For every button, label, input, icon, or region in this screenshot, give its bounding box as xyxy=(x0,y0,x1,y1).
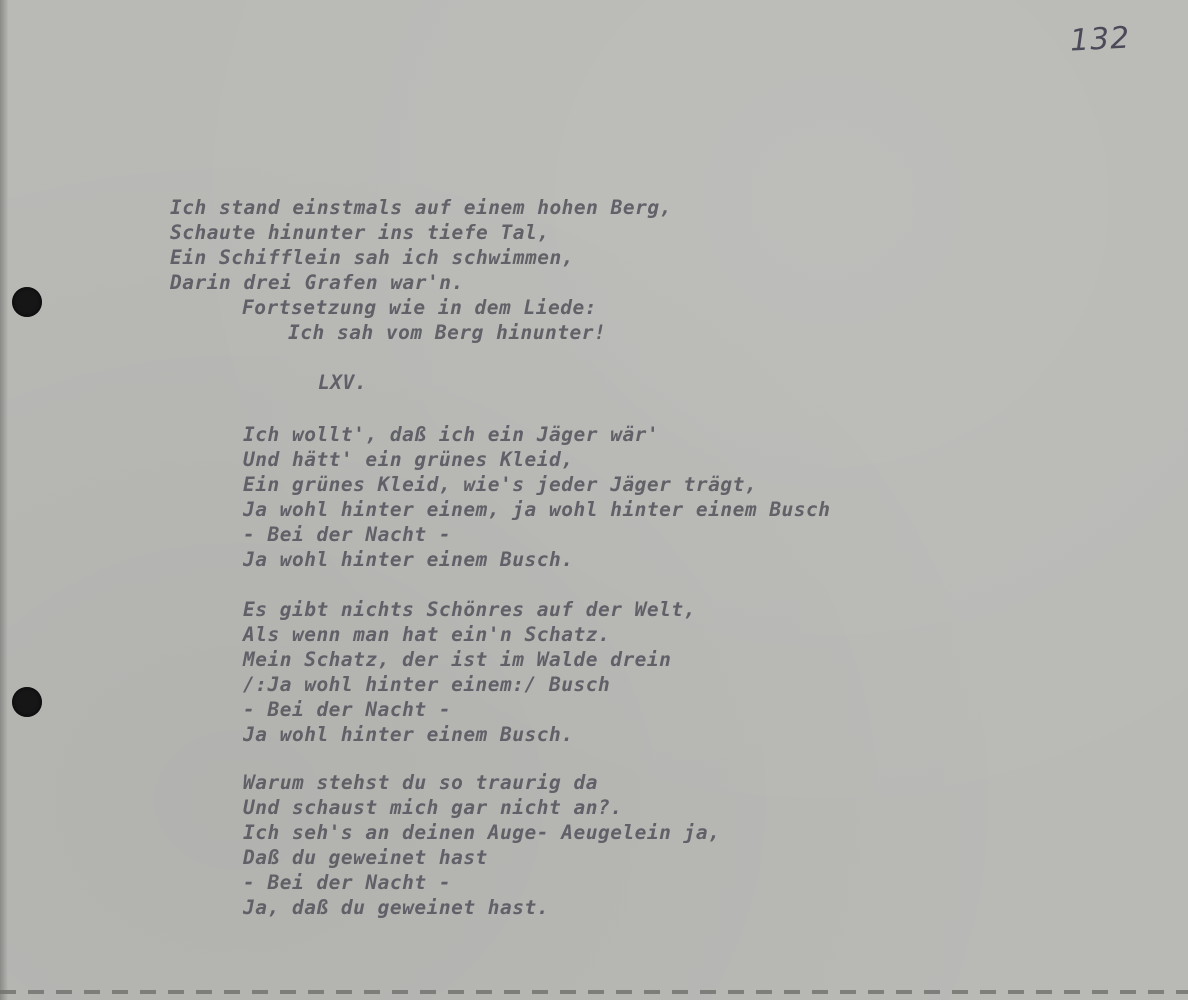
verse3-line-5: - Bei der Nacht - xyxy=(243,871,452,894)
verse1-line-2: Und hätt' ein grünes Kleid, xyxy=(243,448,574,471)
verse2-line-5: - Bei der Nacht - xyxy=(243,698,452,721)
intro-line-3: Ein Schifflein sah ich schwimmen, xyxy=(170,246,574,269)
page-number-handwritten: 132 xyxy=(1069,20,1132,59)
verse1-line-3: Ein grünes Kleid, wie's jeder Jäger trägt, xyxy=(243,473,758,496)
continuation-note: Fortsetzung wie in dem Liede: xyxy=(242,296,597,319)
verse2-line-1: Es gibt nichts Schönres auf der Welt, xyxy=(243,598,696,621)
verse2-line-2: Als wenn man hat ein'n Schatz. xyxy=(243,623,611,646)
verse3-line-1: Warum stehst du so traurig da xyxy=(243,771,598,794)
song-number: LXV. xyxy=(318,371,367,394)
verse3-line-4: Daß du geweinet hast xyxy=(243,846,488,869)
verse3-line-6: Ja, daß du geweinet hast. xyxy=(243,896,549,919)
intro-line-1: Ich stand einstmals auf einem hohen Berg, xyxy=(170,196,672,219)
verse1-line-5: - Bei der Nacht - xyxy=(243,523,452,546)
verse2-line-4: /:Ja wohl hinter einem:/ Busch xyxy=(243,673,611,696)
verse2-line-6: Ja wohl hinter einem Busch. xyxy=(243,723,574,746)
verse1-line-1: Ich wollt', daß ich ein Jäger wär' xyxy=(243,423,660,446)
verse3-line-3: Ich seh's an deinen Auge- Aeugelein ja, xyxy=(243,821,721,844)
verse1-line-4: Ja wohl hinter einem, ja wohl hinter einem Busch xyxy=(243,498,831,521)
verse1-line-6: Ja wohl hinter einem Busch. xyxy=(243,548,574,571)
verse3-line-2: Und schaust mich gar nicht an?. xyxy=(243,796,623,819)
continuation-reference: Ich sah vom Berg hinunter! xyxy=(288,321,607,344)
verse2-line-3: Mein Schatz, der ist im Walde drein xyxy=(243,648,672,671)
intro-line-4: Darin drei Grafen war'n. xyxy=(170,271,464,294)
intro-line-2: Schaute hinunter ins tiefe Tal, xyxy=(170,221,550,244)
